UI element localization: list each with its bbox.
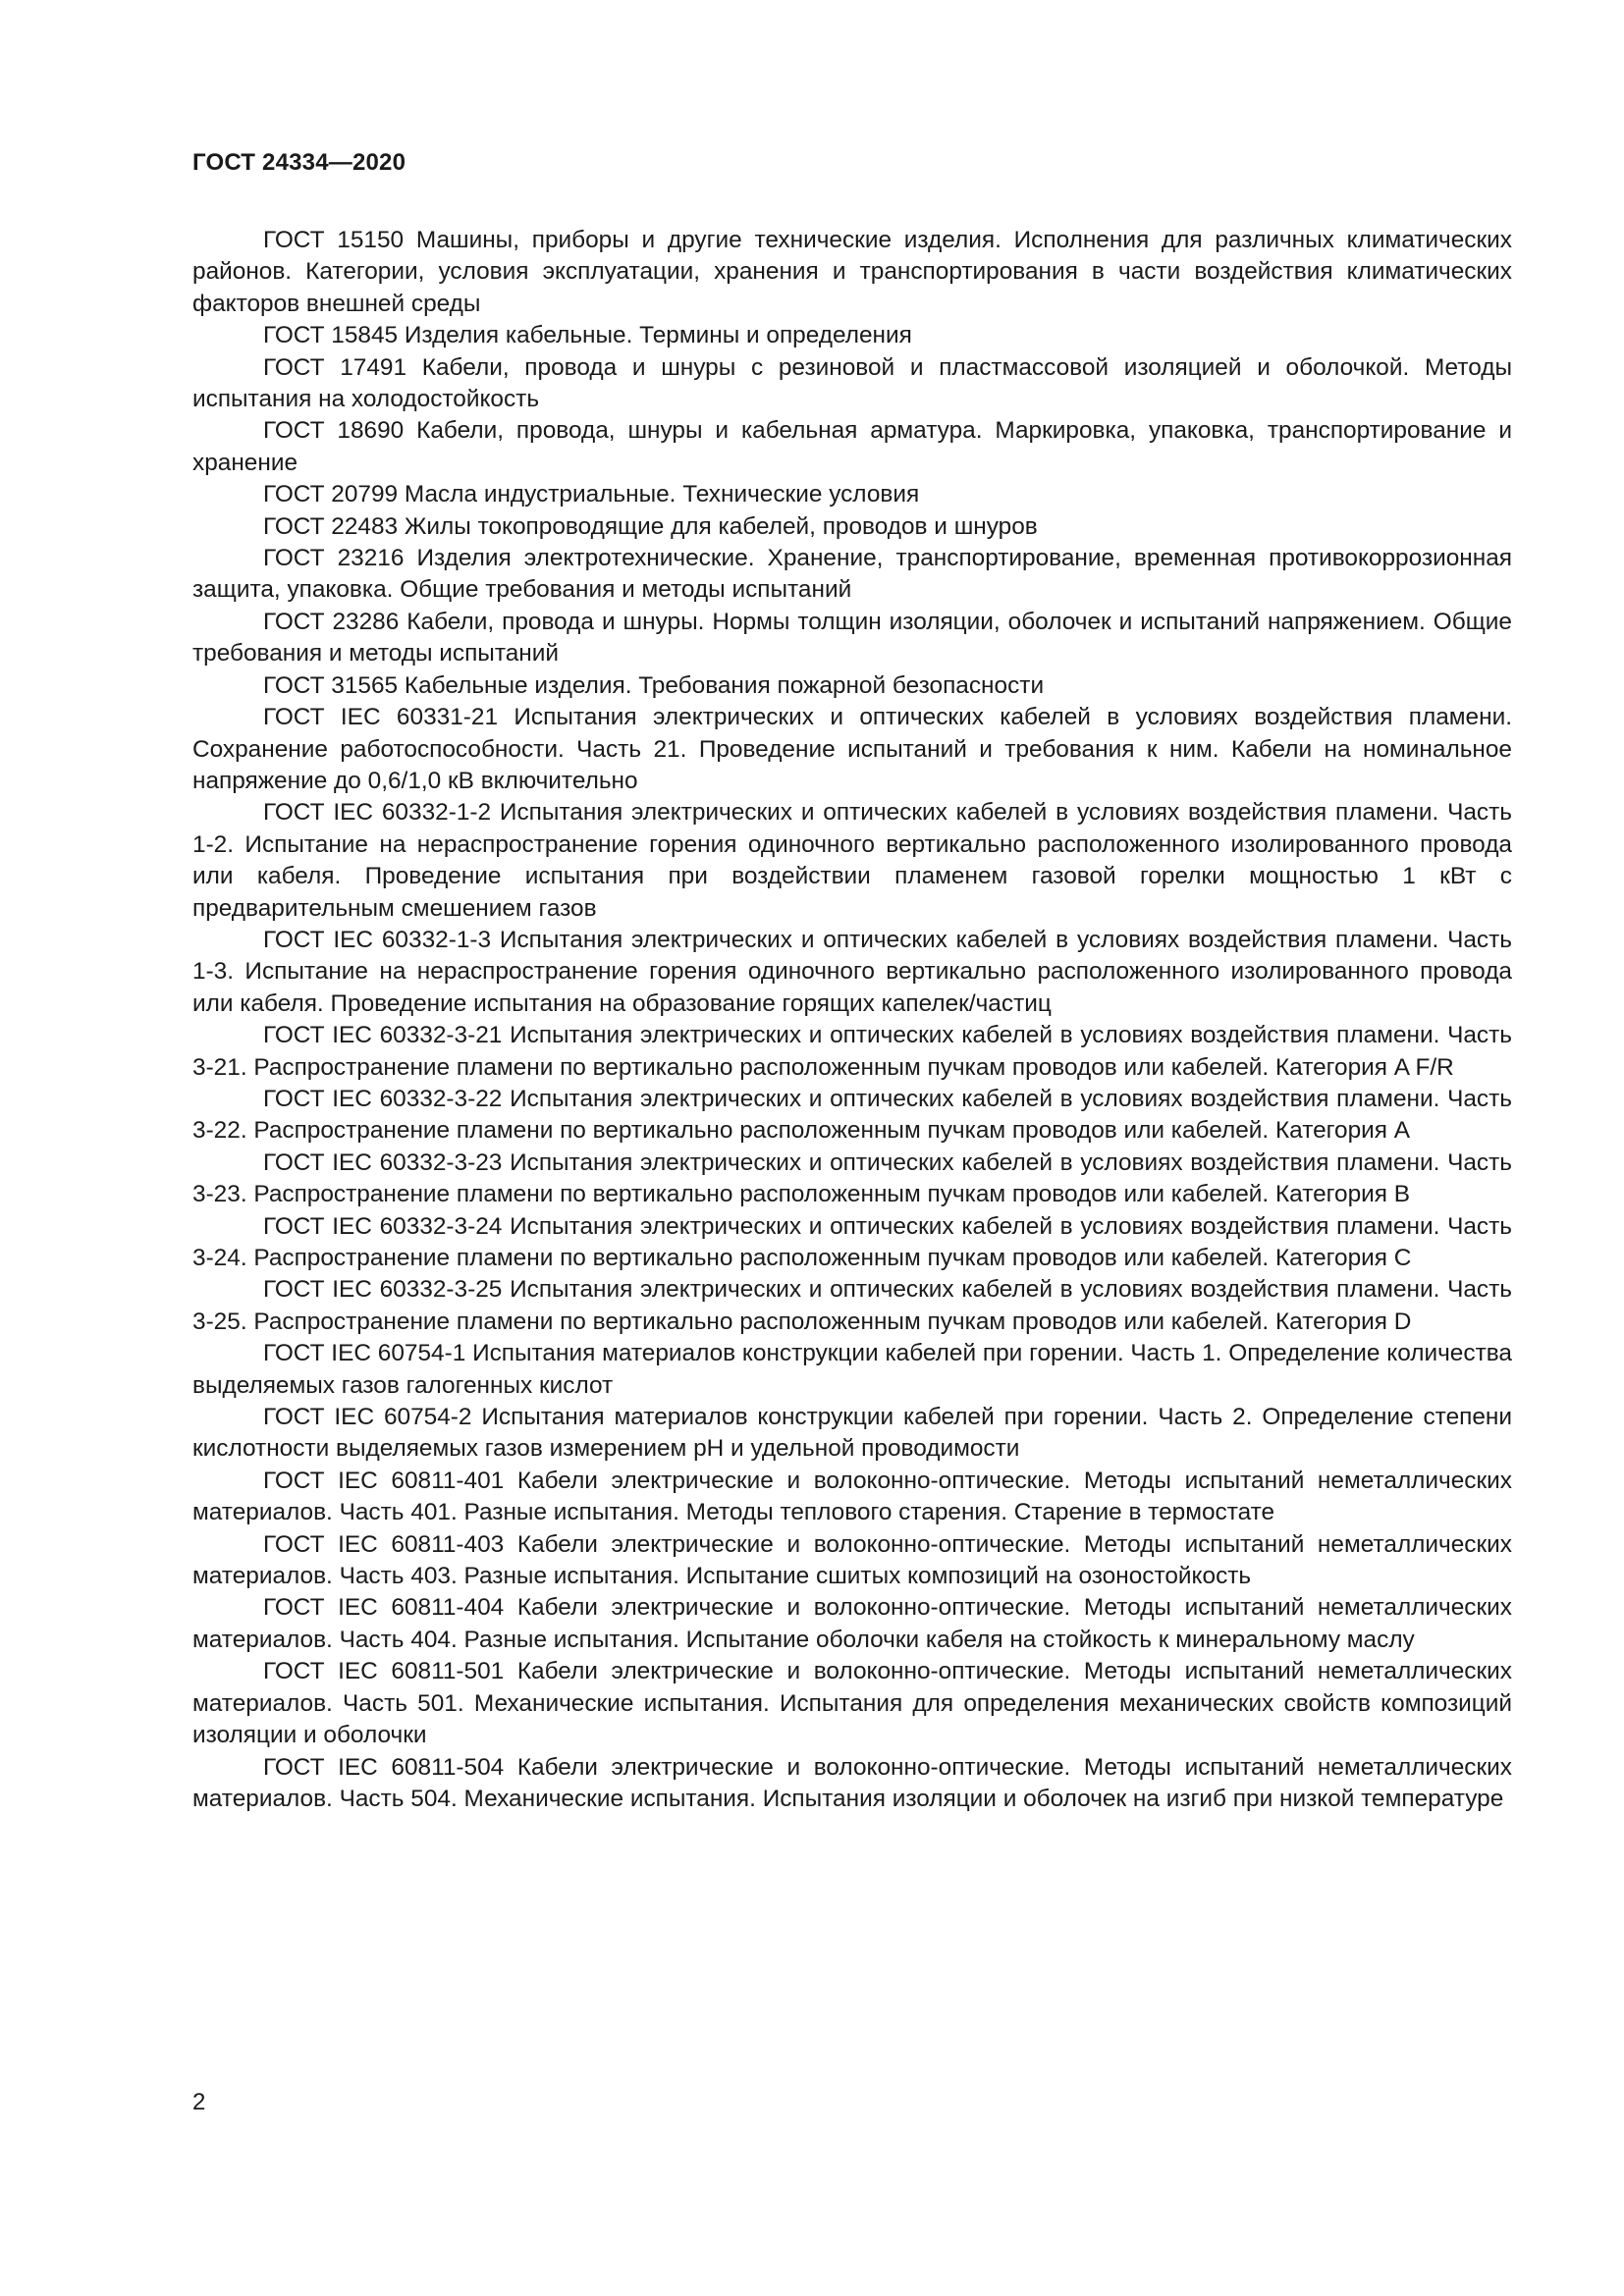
reference-iec-60332-3-25: ГОСТ IEC 60332-3-25 Испытания электрических и оптических кабелей в условиях воздействия пламени. Часть 3-25. Распространение пламени по вертикально расположенным пучкам проводов или кабелей. Категория D — [192, 1276, 1512, 1335]
normative-references-list — [192, 225, 1512, 1815]
reference-iec-60332-1-2: ГОСТ IEC 60332-1-2 Испытания электрических и оптических кабелей в условиях воздействия пламени. Часть 1-2. Испытание на нераспространение горения одиночного вертикально расположенного изолированного провода или кабеля. Проведение испытания при воздействии пламенем газовой горелки мощностью 1 кВт с предварительным смешением газов — [192, 799, 1512, 922]
reference-iec-60332-1-3: ГОСТ IEC 60332-1-3 Испытания электрических и оптических кабелей в условиях воздействия пламени. Часть 1-3. Испытание на нераспространение горения одиночного вертикально расположенного изолированного провода или кабеля. Проведение испытания на образование горящих капелек/частиц — [192, 926, 1512, 1017]
reference-gost-15150: ГОСТ 15150 Машины, приборы и другие технические изделия. Исполнения для различных климатических районов. Категории, условия эксплуатации, хранения и транспортирования в части воздействия климатических факторов внешней среды — [192, 227, 1512, 317]
reference-iec-60811-504: ГОСТ IEC 60811-504 Кабели электрические и волоконно-оптические. Методы испытаний неметаллических материалов. Часть 504. Механические испытания. Испытания изоляции и оболочек на изгиб при низкой температуре — [192, 1753, 1512, 1812]
reference-gost-15845: ГОСТ 15845 Изделия кабельные. Термины и определения — [263, 322, 912, 349]
reference-iec-60332-3-24: ГОСТ IEC 60332-3-24 Испытания электрических и оптических кабелей в условиях воздействия пламени. Часть 3-24. Распространение пламени по вертикально расположенным пучкам проводов или кабелей. Категория C — [192, 1212, 1512, 1271]
reference-gost-23216: ГОСТ 23216 Изделия электротехнические. Хранение, транспортирование, временная противокоррозионная защита, упаковка. Общие требования и методы испытаний — [192, 545, 1512, 604]
document-header: ГОСТ 24334—2020 — [192, 149, 406, 176]
reference-gost-20799: ГОСТ 20799 Масла индустриальные. Технические условия — [263, 481, 920, 508]
reference-iec-60811-501: ГОСТ IEC 60811-501 Кабели электрические и волоконно-оптические. Методы испытаний неметаллических материалов. Часть 501. Механические испытания. Испытания для определения механических свойств композиций изоляции и оболочки — [192, 1658, 1512, 1749]
reference-iec-60811-403: ГОСТ IEC 60811-403 Кабели электрические и волоконно-оптические. Методы испытаний неметаллических материалов. Часть 403. Разные испытания. Испытание сшитых композиций на озоностойкость — [192, 1530, 1512, 1590]
reference-gost-17491: ГОСТ 17491 Кабели, провода и шнуры с резиновой и пластмассовой изоляцией и оболочкой. Методы испытания на холодостойкость — [192, 353, 1512, 413]
reference-iec-60754-1: ГОСТ IEC 60754-1 Испытания материалов конструкции кабелей при горении. Часть 1. Определение количества выделяемых газов галогенных кислот — [192, 1340, 1512, 1399]
reference-iec-60811-401: ГОСТ IEC 60811-401 Кабели электрические и волоконно-оптические. Методы испытаний неметаллических материалов. Часть 401. Разные испытания. Методы теплового старения. Старение в термостате — [192, 1467, 1512, 1526]
reference-iec-60811-404: ГОСТ IEC 60811-404 Кабели электрические и волоконно-оптические. Методы испытаний неметаллических материалов. Часть 404. Разные испытания. Испытание оболочки кабеля на стойкость к минеральному маслу — [192, 1594, 1512, 1653]
reference-iec-60332-3-21: ГОСТ IEC 60332-3-21 Испытания электрических и оптических кабелей в условиях воздействия пламени. Часть 3-21. Распространение пламени по вертикально расположенным пучкам проводов или кабелей. Категория A F/R — [192, 1022, 1512, 1081]
reference-iec-60331-21: ГОСТ IEC 60331-21 Испытания электрических и оптических кабелей в условиях воздействия пламени. Сохранение работоспособности. Часть 21. Проведение испытаний и требования к ним. Кабели на номинальное напряжение до 0,6/1,0 кВ включительно — [192, 704, 1512, 794]
reference-gost-31565: ГОСТ 31565 Кабельные изделия. Требования пожарной безопасности — [263, 671, 1045, 699]
reference-gost-22483: ГОСТ 22483 Жилы токопроводящие для кабелей, проводов и шнуров — [263, 512, 1038, 540]
reference-gost-23286: ГОСТ 23286 Кабели, провода и шнуры. Нормы толщин изоляции, оболочек и испытаний напряжением. Общие требования и методы испытаний — [192, 608, 1512, 667]
reference-iec-60332-3-23: ГОСТ IEC 60332-3-23 Испытания электрических и оптических кабелей в условиях воздействия пламени. Часть 3-23. Распространение пламени по вертикально расположенным пучкам проводов или кабелей. Категория B — [192, 1148, 1512, 1208]
reference-gost-18690: ГОСТ 18690 Кабели, провода, шнуры и кабельная арматура. Маркировка, упаковка, транспортирование и хранение — [192, 417, 1512, 476]
page-number: 2 — [192, 2089, 206, 2115]
reference-iec-60332-3-22: ГОСТ IEC 60332-3-22 Испытания электрических и оптических кабелей в условиях воздействия пламени. Часть 3-22. Распространение пламени по вертикально расположенным пучкам проводов или кабелей. Категория A — [192, 1085, 1512, 1145]
reference-iec-60754-2: ГОСТ IEC 60754-2 Испытания материалов конструкции кабелей при горении. Часть 2. Определение степени кислотности выделяемых газов измерением pH и удельной проводимости — [192, 1404, 1512, 1463]
